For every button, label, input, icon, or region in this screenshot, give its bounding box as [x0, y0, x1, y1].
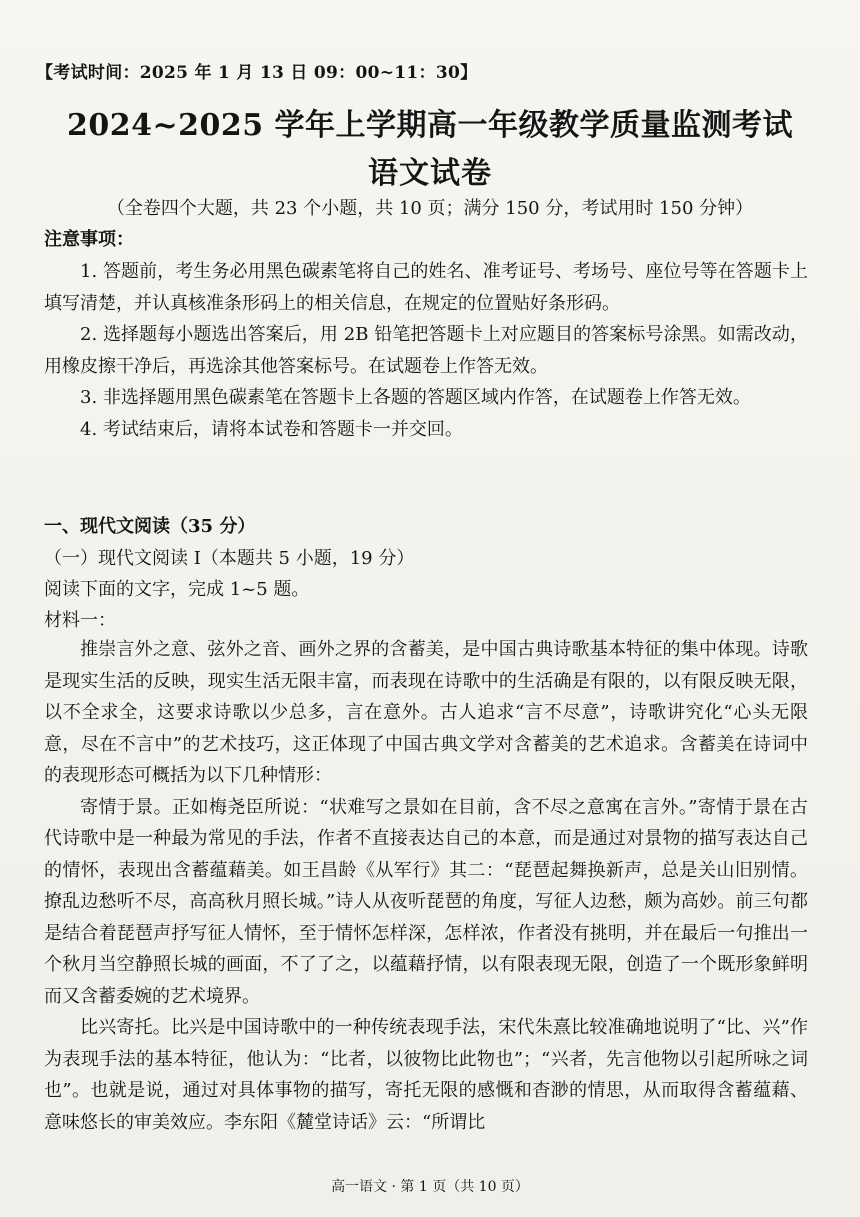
subsection-heading: （一）现代文阅读 I（本题共 5 小题，19 分） — [44, 548, 415, 569]
note-item: 2. 选择题每小题选出答案后，用 2B 铅笔把答题卡上对应题目的答案标号涂黑。如需改动，用橡皮擦干净后，再选涂其他答案标号。在试题卷上作答无效。 — [44, 324, 808, 377]
material-label: 材料一： — [44, 610, 116, 631]
note-item: 3. 非选择题用黑色碳素笔在答题卡上各题的答题区域内作答，在试题卷上作答无效。 — [80, 387, 751, 408]
reading-instruction: 阅读下面的文字，完成 1~5 题。 — [44, 579, 310, 600]
subject-title: 语文试卷 — [368, 156, 492, 191]
notes-heading: 注意事项： — [44, 229, 134, 250]
exam-title: 2024~2025 学年上学期高一年级教学质量监测考试 — [66, 108, 794, 143]
exam-time: 【考试时间：2025 年 1 月 13 日 09：00~11：30】 — [36, 63, 478, 83]
paragraph: 寄情于景。正如梅尧臣所说：“状难写之景如在目前，含不尽之意寓在言外。”寄情于景在古代诗歌中是一种最为常见的手法，作者不直接表达自己的本意，而是通过对景物的描写表达自己的情怀，表现出含蓄蕴藉美。如王昌龄《从军行》其二：“琵琶起舞换新声，总是关山旧别情。撩乱边愁听不尽，高高秋月照长城。”诗人从夜听琵琶的角度，写征人边愁，颇为高妙。前三句都是结合着琵琶声抒写征人情怀，至于情怀怎样深，怎样浓，作者没有挑明，并在最后一句推出一个秋月当空静照长城的画面，不了了之，以蕴藉抒情，以有限表现无限，创造了一个既形象鲜明而又含蓄委婉的艺术境界。 — [44, 796, 808, 1007]
note-item: 4. 考试结束后，请将本试卷和答题卡一并交回。 — [80, 418, 463, 440]
paragraph: 比兴寄托。比兴是中国诗歌中的一种传统表现手法，宋代朱熹比较准确地说明了“比、兴”作为表现手法的基本特征，他认为：“比者，以彼物比此物也”；“兴者，先言他物以引起所咏之词也”。也就是说，通过对具体事物的描写，寄托无限的感慨和杳渺的情思，从而取得含蓄蕴藉、意味悠长的审美效应。李东阳《麓堂诗话》云：“所谓比 — [44, 1017, 808, 1133]
notes-list — [44, 256, 808, 445]
paragraph: 推崇言外之意、弦外之音、画外之界的含蓄美，是中国古典诗歌基本特征的集中体现。诗歌是现实生活的反映，现实生活无限丰富，而表现在诗歌中的生活确是有限的，以有限反映无限，以不全求全，这要求诗歌以少总多，言在意外。古人追求“言不尽意”，诗歌讲究化“心头无限意，尽在不言中”的艺术技巧，这正体现了中国古典文学对含蓄美的艺术追求。含蓄美在诗词中的表现形态可概括为以下几种情形： — [44, 639, 808, 786]
note-item: 1. 答题前，考生务必用黑色碳素笔将自己的姓名、准考证号、考场号、座位号等在答题卡上填写清楚，并认真核准条形码上的相关信息，在规定的位置贴好条形码。 — [44, 261, 808, 314]
exam-info: （全卷四个大题，共 23 个小题，共 10 页；满分 150 分，考试用时 150 分钟） — [106, 198, 754, 219]
material-text — [44, 634, 808, 1138]
page-footer: 高一语文 · 第 1 页（共 10 页） — [331, 1179, 529, 1195]
section-heading: 一、现代文阅读（35 分） — [44, 516, 256, 537]
